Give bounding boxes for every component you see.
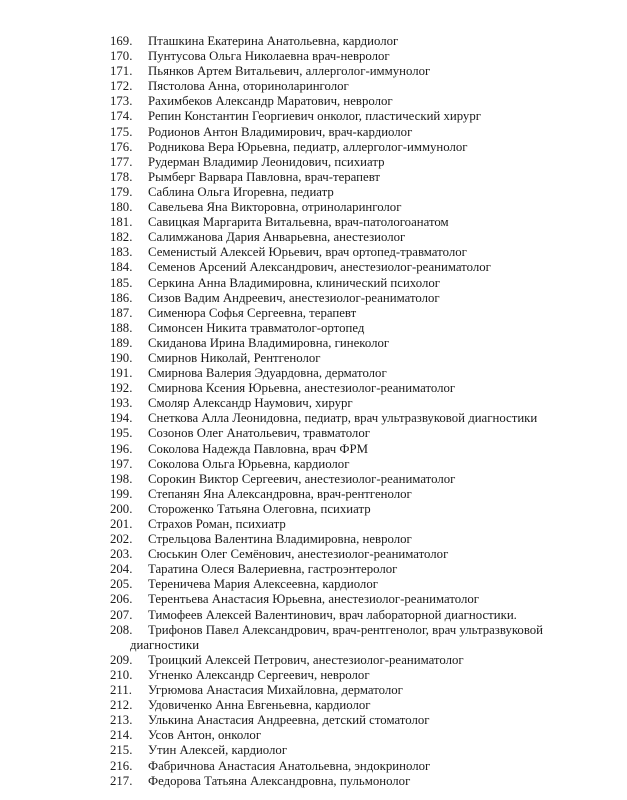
list-item bbox=[0, 683, 627, 698]
list-item-number: 174. bbox=[110, 109, 133, 124]
list-item bbox=[0, 215, 627, 230]
list-item-text: Рымберг Варвара Павловна, врач-терапевт bbox=[148, 169, 381, 184]
list-item bbox=[0, 396, 627, 411]
list-item bbox=[0, 64, 627, 79]
list-item-text: Пташкина Екатерина Анатольевна, кардиолог bbox=[148, 34, 399, 48]
list-item-text: Таратина Олеся Валериевна, гастроэнтеролог bbox=[148, 562, 398, 577]
list-item-number: 204. bbox=[110, 562, 133, 577]
list-item-text: Сименюра Софья Сергеевна, терапевт bbox=[148, 305, 357, 320]
list-item-text: Пунтусова Ольга Николаевна врач-невролог bbox=[148, 49, 390, 64]
list-item bbox=[0, 426, 627, 441]
list-item-number: 195. bbox=[110, 426, 133, 441]
list-item bbox=[0, 517, 627, 532]
list-item-number: 201. bbox=[110, 517, 133, 531]
list-item-text: Рудерман Владимир Леонидович, психиатр bbox=[148, 154, 385, 169]
list-item bbox=[0, 713, 627, 728]
list-item-number: 208. bbox=[110, 622, 133, 637]
list-item bbox=[0, 306, 627, 321]
document-page bbox=[0, 34, 627, 789]
list-item-text: Пьянков Артем Витальевич, аллерголог-иммунолог bbox=[148, 64, 431, 79]
list-item-number: 191. bbox=[110, 366, 133, 381]
list-item-number: 185. bbox=[110, 275, 133, 290]
list-item-text: Тереничева Мария Алексеевна, кардиолог bbox=[148, 577, 378, 592]
list-item bbox=[0, 547, 627, 562]
list-item-number: 190. bbox=[110, 350, 133, 365]
list-item-continuation bbox=[0, 638, 627, 653]
list-item bbox=[0, 457, 627, 472]
list-item-number: 169. bbox=[110, 34, 133, 48]
list-item-number: 210. bbox=[110, 667, 133, 682]
list-item-number: 197. bbox=[110, 456, 133, 471]
list-item-number: 215. bbox=[110, 743, 133, 758]
list-item-text: Сизов Вадим Андреевич, анестезиолог-реаниматолог bbox=[148, 290, 440, 305]
list-item-text: Троицкий Алексей Петрович, анестезиолог-реаниматолог bbox=[148, 652, 464, 667]
list-item-text: Смирнов Николай, Рентгенолог bbox=[148, 350, 321, 365]
list-item-number: 212. bbox=[110, 698, 133, 713]
list-item-text: Утин Алексей, кардиолог bbox=[148, 743, 288, 758]
list-item bbox=[0, 276, 627, 291]
list-item-number: 178. bbox=[110, 169, 133, 184]
list-item bbox=[0, 728, 627, 743]
list-item-text: Удовиченко Анна Евгеньевна, кардиолог bbox=[148, 698, 371, 713]
list-item-number: 184. bbox=[110, 260, 133, 275]
list-item-text: Смоляр Александр Наумович, хирург bbox=[148, 396, 353, 411]
list-item bbox=[0, 472, 627, 487]
list-item bbox=[0, 109, 627, 124]
list-item-text: Сюськин Олег Семёнович, анестезиолог-реаниматолог bbox=[148, 547, 449, 562]
list-item-text: Тимофеев Алексей Валентинович, врач лабораторной диагностики. bbox=[148, 607, 517, 622]
list-item-text: Пястолова Анна, оториноларинголог bbox=[148, 79, 349, 94]
list-item-number: 189. bbox=[110, 335, 133, 350]
list-item bbox=[0, 321, 627, 336]
list-item bbox=[0, 653, 627, 668]
list-item bbox=[0, 140, 627, 155]
list-item-text: Фабричнова Анастасия Анатольевна, эндокринолог bbox=[148, 758, 431, 773]
list-item bbox=[0, 743, 627, 758]
list-item bbox=[0, 442, 627, 457]
list-item-number: 203. bbox=[110, 547, 133, 562]
list-item bbox=[0, 411, 627, 426]
list-item-number: 206. bbox=[110, 592, 133, 607]
list-item-number: 175. bbox=[110, 124, 133, 139]
list-item-text: Савельева Яна Викторовна, отриноларинголог bbox=[148, 200, 402, 215]
list-item-number: 193. bbox=[110, 396, 133, 411]
list-item bbox=[0, 170, 627, 185]
list-item bbox=[0, 608, 627, 623]
list-item-text: Сорокин Виктор Сергеевич, анестезиолог-реаниматолог bbox=[148, 471, 456, 486]
list-item bbox=[0, 291, 627, 306]
list-item bbox=[0, 698, 627, 713]
list-item bbox=[0, 125, 627, 140]
list-item-text: Смирнова Ксения Юрьевна, анестезиолог-реаниматолог bbox=[148, 381, 456, 396]
list-item-number: 199. bbox=[110, 486, 133, 501]
list-item-text: Семенистый Алексей Юрьевич, врач ортопед-травматолог bbox=[148, 245, 467, 260]
list-item-text: Стрельцова Валентина Владимировна, невролог bbox=[148, 532, 412, 547]
list-item bbox=[0, 366, 627, 381]
list-item-number: 181. bbox=[110, 215, 133, 230]
list-item-text: Салимжанова Дария Анварьевна, анестезиолог bbox=[148, 230, 406, 245]
list-item-number: 194. bbox=[110, 411, 133, 426]
list-item-number: 179. bbox=[110, 184, 133, 199]
list-item-text: Симонсен Никита травматолог-ортопед bbox=[148, 320, 365, 335]
list-item-text: Степанян Яна Александровна, врач-рентгенолог bbox=[148, 486, 412, 501]
list-item-text: Рахимбеков Александр Маратович, невролог bbox=[148, 94, 393, 109]
list-item bbox=[0, 351, 627, 366]
list-item-number: 216. bbox=[110, 758, 133, 773]
list-item-text: Улькина Анастасия Андреевна, детский стоматолог bbox=[148, 713, 430, 728]
list-item bbox=[0, 562, 627, 577]
list-item bbox=[0, 260, 627, 275]
list-item-text: Соколова Ольга Юрьевна, кардиолог bbox=[148, 456, 350, 471]
list-item-text: Семенов Арсений Александрович, анестезиолог-реаниматолог bbox=[148, 260, 491, 275]
list-item bbox=[0, 532, 627, 547]
list-item-text: Репин Константин Георгиевич онколог, пластический хирург bbox=[148, 109, 481, 124]
list-item-text: Трифонов Павел Александрович, врач-рентгенолог, врач ультразвуковой bbox=[148, 622, 544, 637]
list-item bbox=[0, 245, 627, 260]
list-item-number: 188. bbox=[110, 320, 133, 335]
list-item-text: Угрюмова Анастасия Михайловна, дерматолог bbox=[148, 683, 403, 698]
list-item bbox=[0, 34, 627, 49]
list-item bbox=[0, 623, 627, 638]
list-item-text: Снеткова Алла Леонидовна, педиатр, врач ультразвуковой диагностики bbox=[148, 411, 538, 426]
list-item-number: 192. bbox=[110, 381, 133, 396]
list-item-number: 172. bbox=[110, 79, 133, 94]
list-item bbox=[0, 381, 627, 396]
list-item-number: 182. bbox=[110, 230, 133, 245]
list-item-number: 170. bbox=[110, 49, 133, 64]
list-item bbox=[0, 230, 627, 245]
list-item bbox=[0, 668, 627, 683]
list-item-number: 198. bbox=[110, 471, 133, 486]
list-item-number: 211. bbox=[110, 683, 132, 698]
list-item-text: Соколова Надежда Павловна, врач ФРМ bbox=[148, 441, 369, 456]
list-item bbox=[0, 487, 627, 502]
list-item-number: 202. bbox=[110, 532, 133, 547]
list-item bbox=[0, 759, 627, 774]
list-item-text: Скиданова Ирина Владимировна, гинеколог bbox=[148, 335, 390, 350]
list-item-number: 213. bbox=[110, 713, 133, 728]
list-item-number: 173. bbox=[110, 94, 133, 109]
list-item-number: 209. bbox=[110, 652, 133, 667]
list-item bbox=[0, 49, 627, 64]
list-item-text: Усов Антон, онколог bbox=[148, 728, 262, 743]
list-item bbox=[0, 774, 627, 789]
list-item-number: 214. bbox=[110, 728, 133, 743]
list-item-text: Серкина Анна Владимировна, клинический психолог bbox=[148, 275, 440, 290]
list-item-text: Саблина Ольга Игоревна, педиатр bbox=[148, 184, 334, 199]
list-item-number: 217. bbox=[110, 773, 133, 788]
list-item bbox=[0, 577, 627, 592]
list-item-text: Савицкая Маргарита Витальевна, врач-патологоанатом bbox=[148, 215, 449, 230]
list-item-number: 180. bbox=[110, 200, 133, 215]
list-item-text: Страхов Роман, психиатр bbox=[148, 517, 286, 531]
list-item bbox=[0, 592, 627, 607]
list-item-text: Созонов Олег Анатольевич, травматолог bbox=[148, 426, 370, 441]
list-item bbox=[0, 155, 627, 170]
list-item-number: 183. bbox=[110, 245, 133, 260]
list-item bbox=[0, 336, 627, 351]
list-item-number: 196. bbox=[110, 441, 133, 456]
list-item bbox=[0, 94, 627, 109]
list-item-number: 207. bbox=[110, 607, 133, 622]
list-item-number: 176. bbox=[110, 139, 133, 154]
list-item-text: Родионов Антон Владимирович, врач-кардиолог bbox=[148, 124, 413, 139]
list-item-number: 200. bbox=[110, 501, 133, 516]
list-item-text: Федорова Татьяна Александровна, пульмонолог bbox=[148, 773, 411, 788]
list-item bbox=[0, 502, 627, 517]
list-item bbox=[0, 79, 627, 94]
list-item-text: Угненко Александр Сергеевич, невролог bbox=[148, 667, 370, 682]
list-item-number: 186. bbox=[110, 290, 133, 305]
doctor-list bbox=[0, 34, 627, 789]
list-item-number: 171. bbox=[110, 64, 133, 79]
list-item-number: 177. bbox=[110, 154, 133, 169]
list-item-text: Смирнова Валерия Эдуардовна, дерматолог bbox=[148, 366, 387, 381]
list-item-number: 187. bbox=[110, 305, 133, 320]
list-item bbox=[0, 200, 627, 215]
list-item bbox=[0, 185, 627, 200]
list-item-number: 205. bbox=[110, 577, 133, 592]
list-item-text: Стороженко Татьяна Олеговна, психиатр bbox=[148, 501, 371, 516]
list-item-text: Терентьева Анастасия Юрьевна, анестезиолог-реаниматолог bbox=[148, 592, 480, 607]
list-item-text: Родникова Вера Юрьевна, педиатр, аллерголог-иммунолог bbox=[148, 139, 468, 154]
list-item-text-continuation: диагностики bbox=[130, 637, 200, 652]
